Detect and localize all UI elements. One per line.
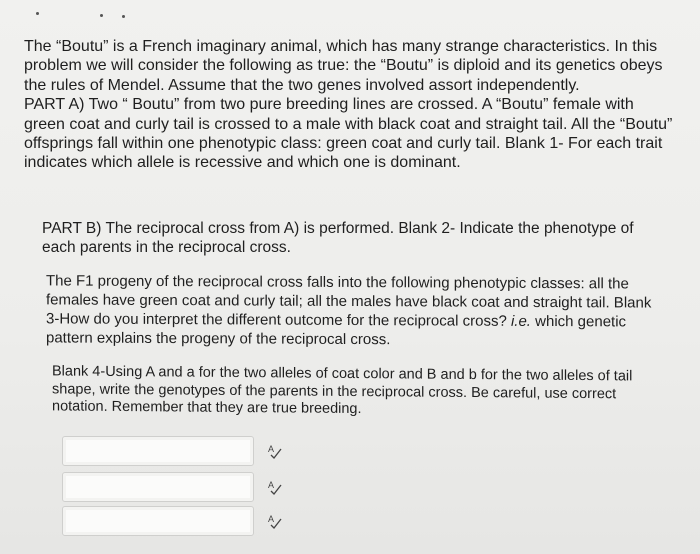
answer-input-2[interactable] bbox=[62, 472, 254, 502]
svg-text:A: A bbox=[268, 514, 275, 524]
page-dots bbox=[36, 10, 156, 20]
svg-text:A: A bbox=[268, 480, 275, 490]
spellcheck-icon[interactable] bbox=[266, 442, 284, 460]
spellcheck-icon[interactable] bbox=[266, 478, 284, 496]
dot bbox=[100, 14, 103, 17]
part-a-text: PART A) Two “ Boutu” from two pure breeding lines are crossed. A “Boutu” female with green coat and curly tail is crossed to a male with black coat and straight tail. All the “Boutu” offsprings fall within one phenotypic class: green coat and curly tail. Blank 1- For each trait indicates which allele is recessive and which one is dominant. bbox=[24, 96, 673, 172]
answer-input-1[interactable] bbox=[62, 436, 254, 466]
f1-progeny-text bbox=[46, 271, 661, 350]
svg-text:A: A bbox=[268, 444, 275, 454]
spellcheck-icon[interactable] bbox=[266, 512, 284, 530]
f1-text-ie: i.e. bbox=[510, 312, 531, 330]
part-b-text: PART B) The reciprocal cross from A) is performed. Blank 2- Indicate the phenotype of each parents in the reciprocal cross. bbox=[42, 220, 634, 257]
question-intro-and-part-a bbox=[24, 37, 674, 173]
f1-text-main: The F1 progeny of the reciprocal cross falls into the following phenotypic classes: all the females have green coat and curly tail; all the males have black coat and straight tail. Blank 3-How do you interpret the different outcome for the reciprocal cross? bbox=[46, 272, 652, 330]
blank-4-text: Blank 4-Using A and a for the two alleles of coat color and B and b for the two alleles of tail shape, write the genotypes of the parents in the reciprocal cross. Be careful, use correct notation. Remember that they are true breeding. bbox=[52, 363, 633, 418]
answer-input-3[interactable] bbox=[62, 506, 254, 536]
intro-text: The “Boutu” is a French imaginary animal, which has many strange characteristics. In this problem we will consider the following as true: the “Boutu” is diploid and its genetics obeys the rules of Mendel. Assume that the two genes involved assort independently. bbox=[24, 38, 663, 94]
f1-text-tail: which genetic pattern explains the progeny of the reciprocal cross. bbox=[46, 312, 627, 349]
dot bbox=[36, 12, 39, 15]
dot bbox=[122, 15, 125, 18]
